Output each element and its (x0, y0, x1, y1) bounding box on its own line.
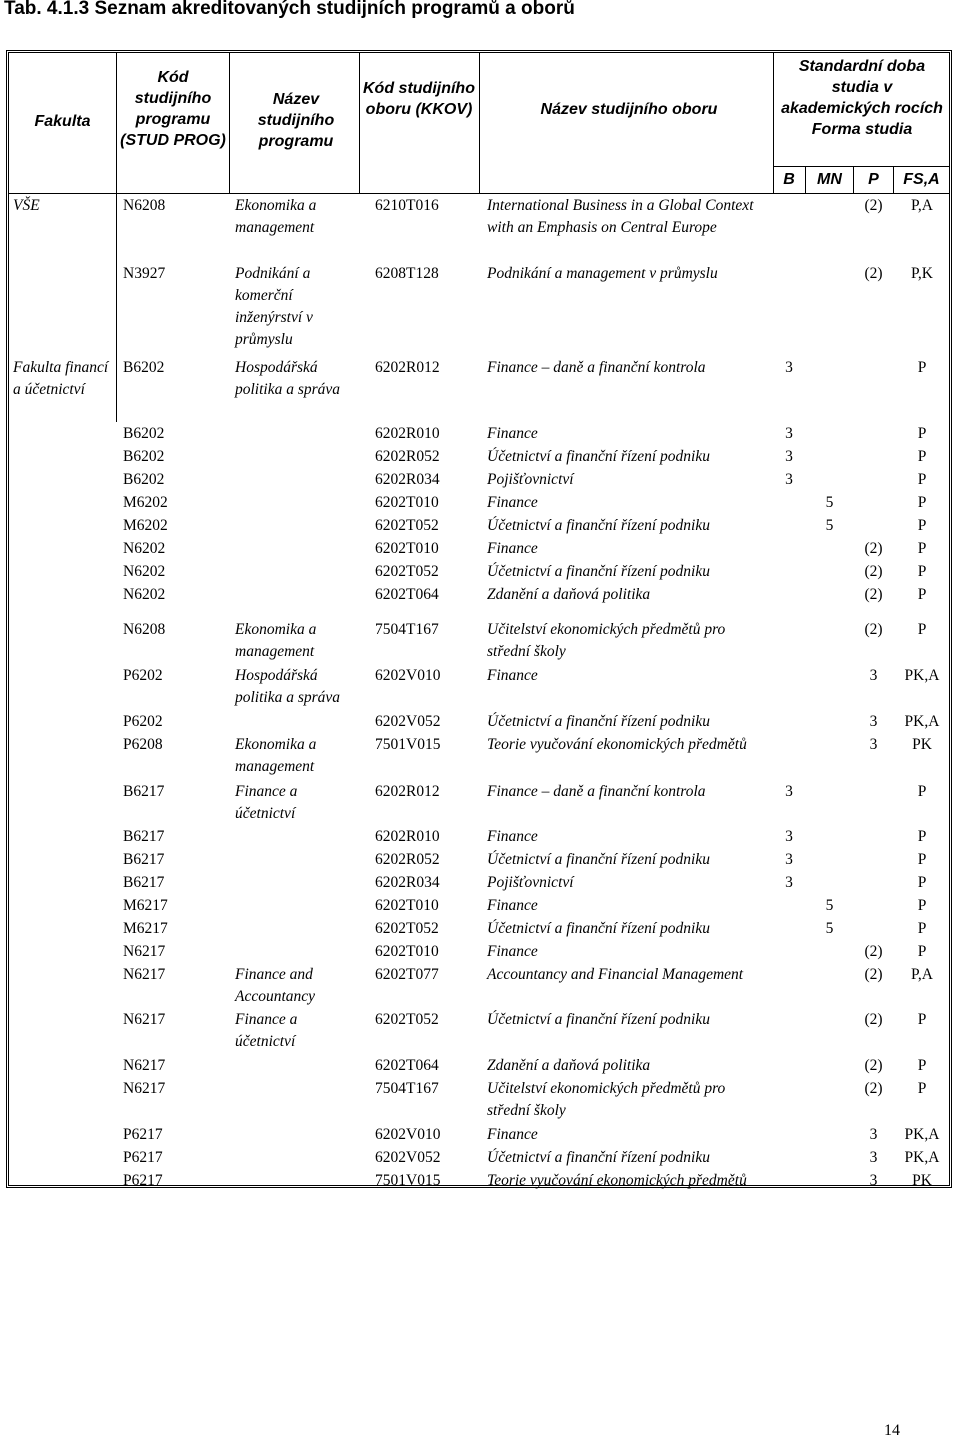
cell-p: 3 (869, 1149, 878, 1166)
col-divider-2 (229, 53, 230, 194)
cell-field-name: Podnikání a management v průmyslu (487, 265, 718, 282)
cell-field-code: 6202R034 (375, 874, 440, 891)
programs-table (6, 50, 952, 1188)
cell-mn: 5 (825, 517, 834, 534)
cell-field-name: Accountancy and Financial Management (487, 966, 744, 983)
cell-prog-code: N6217 (123, 1011, 166, 1028)
cell-field-name: Finance – daně a finanční kontrola (487, 783, 706, 800)
cell-field-code: 6210T016 (375, 197, 439, 214)
cell-prog-code: M6202 (123, 494, 168, 511)
cell-prog-name: Finance and Accountancy (235, 966, 316, 1005)
cell-prog-name: Finance a účetnictví (235, 1011, 298, 1050)
cell-field-name: International Business in a Global Context with an Emphasis on Central Europe (487, 197, 754, 236)
cell-prog-code: B6202 (123, 425, 165, 442)
cell-prog-name: Hospodářská politika a správa (235, 359, 341, 398)
cell-field-name: Finance (487, 425, 538, 442)
cell-p: (2) (864, 540, 883, 557)
cell-p: (2) (864, 265, 883, 282)
cell-field-name: Finance (487, 540, 538, 557)
cell-form: P (917, 540, 927, 557)
cell-p: (2) (864, 1011, 883, 1028)
cell-prog-code: N6202 (123, 586, 166, 603)
cell-p: 3 (869, 1126, 878, 1143)
cell-field-code: 6202V052 (375, 1149, 441, 1166)
cell-field-name: Finance – daně a finanční kontrola (487, 359, 706, 376)
cell-prog-code: M6217 (123, 920, 168, 937)
cell-prog-code: P6217 (123, 1126, 163, 1143)
cell-prog-code: N6217 (123, 966, 166, 983)
cell-form: P (917, 448, 927, 465)
cell-field-code: 6202T010 (375, 943, 439, 960)
cell-field-code: 6202T052 (375, 563, 439, 580)
cell-form: PK,A (904, 667, 940, 684)
cell-field-name: Teorie vyučování ekonomických předmětů (487, 736, 747, 753)
cell-p: (2) (864, 621, 883, 638)
cell-prog-code: B6202 (123, 448, 165, 465)
cell-prog-code: N6208 (123, 621, 166, 638)
cell-field-name: Účetnictví a finanční řízení podniku (487, 920, 710, 937)
cell-field-name: Účetnictví a finanční řízení podniku (487, 517, 710, 534)
cell-field-code: 6208T128 (375, 265, 439, 282)
cell-form: P,A (911, 966, 933, 983)
cell-field-code: 7504T167 (375, 1080, 439, 1097)
cell-field-name: Finance (487, 667, 538, 684)
header-col-p: P (868, 171, 879, 188)
cell-prog-name: Ekonomika a management (235, 736, 317, 775)
cell-field-code: 6202R052 (375, 851, 440, 868)
header-nazev-oboru: Název studijního oboru (540, 101, 718, 118)
cell-field-code: 6202V052 (375, 713, 441, 730)
cell-prog-code: N6217 (123, 1080, 166, 1097)
cell-field-code: 6202R010 (375, 828, 440, 845)
cell-form: PK (912, 1172, 932, 1189)
cell-field-code: 6202T064 (375, 1057, 439, 1074)
cell-field-name: Zdanění a daňová politika (487, 1057, 651, 1074)
col-divider-4 (479, 53, 480, 194)
cell-form: P (917, 851, 927, 868)
cell-field-name: Účetnictví a finanční řízení podniku (487, 563, 710, 580)
cell-mn: 5 (825, 920, 834, 937)
cell-field-code: 6202T064 (375, 586, 439, 603)
cell-field-code: 6202T010 (375, 897, 439, 914)
cell-form: P,K (911, 265, 933, 282)
cell-form: P (917, 425, 927, 442)
cell-prog-code: M6217 (123, 897, 168, 914)
cell-prog-name: Ekonomika a management (235, 621, 317, 660)
cell-field-name: Finance (487, 1126, 538, 1143)
cell-prog-code: N6202 (123, 563, 166, 580)
col-divider-1 (116, 53, 117, 194)
cell-p: (2) (864, 586, 883, 603)
cell-form: P (917, 494, 927, 511)
header-col-mn: MN (817, 171, 842, 188)
cell-b: 3 (785, 471, 793, 488)
cell-prog-name: Hospodářská politika a správa (235, 667, 341, 706)
cell-field-code: 6202V010 (375, 667, 441, 684)
col-divider-3 (359, 53, 360, 194)
cell-field-code: 6202T077 (375, 966, 439, 983)
cell-mn: 5 (825, 494, 834, 511)
cell-form: P (917, 943, 927, 960)
page-number: 14 (884, 1422, 900, 1439)
cell-field-code: 7501V015 (375, 736, 441, 753)
cell-form: P (917, 897, 927, 914)
cell-b: 3 (785, 425, 793, 442)
cell-field-code: 7501V015 (375, 1172, 441, 1189)
cell-form: P (917, 517, 927, 534)
cell-field-code: 6202R010 (375, 425, 440, 442)
cell-field-code: 6202R052 (375, 448, 440, 465)
cell-prog-name: Ekonomika a management (235, 197, 317, 236)
cell-form: PK,A (904, 1149, 940, 1166)
cell-field-name: Finance (487, 828, 538, 845)
cell-form: P (917, 563, 927, 580)
cell-form: PK (912, 736, 932, 753)
cell-field-code: 7504T167 (375, 621, 439, 638)
cell-p: (2) (864, 1080, 883, 1097)
cell-prog-code: M6202 (123, 517, 168, 534)
cell-prog-code: B6217 (123, 828, 165, 845)
cell-b: 3 (785, 851, 793, 868)
cell-field-name: Učitelství ekonomických předmětů pro střední školy (487, 621, 726, 660)
cell-field-code: 6202T010 (375, 540, 439, 557)
cell-p: 3 (869, 667, 878, 684)
header-doba-studia: Standardní doba studia v akademických rocích Forma studia (781, 58, 943, 138)
cell-field-code: 6202T052 (375, 920, 439, 937)
cell-field-name: Finance (487, 897, 538, 914)
cell-p: (2) (864, 197, 883, 214)
faculty-divider (116, 194, 117, 422)
cell-p: 3 (869, 736, 878, 753)
cell-b: 3 (785, 874, 793, 891)
cell-prog-code: B6202 (123, 359, 165, 376)
cell-prog-name: Podnikání a komerční inženýrství v průmyslu (235, 265, 313, 348)
cell-field-name: Pojišťovnictví (487, 874, 574, 891)
cell-b: 3 (785, 828, 793, 845)
cell-p: (2) (864, 943, 883, 960)
header-fakulta: Fakulta (34, 113, 91, 130)
header-col-fs: FS,A (903, 171, 940, 188)
header-kod-programu: Kód studijního programu (STUD PROG) (120, 69, 226, 149)
cell-field-name: Finance (487, 494, 538, 511)
cell-prog-code: N6208 (123, 197, 166, 214)
cell-prog-code: B6217 (123, 851, 165, 868)
cell-form: PK,A (904, 1126, 940, 1143)
cell-field-code: 6202R034 (375, 471, 440, 488)
cell-prog-code: N6217 (123, 943, 166, 960)
cell-form: P (917, 586, 927, 603)
cell-p: 3 (869, 1172, 878, 1189)
header-nazev-programu: Název studijního programu (257, 91, 335, 150)
cell-b: 3 (785, 783, 793, 800)
cell-field-name: Teorie vyučování ekonomických předmětů (487, 1172, 747, 1189)
cell-prog-code: N6202 (123, 540, 166, 557)
cell-field-name: Finance (487, 943, 538, 960)
cell-form: P (917, 471, 927, 488)
cell-field-code: 6202R012 (375, 359, 440, 376)
cell-prog-code: N3927 (123, 265, 166, 282)
cell-b: 3 (785, 359, 793, 376)
cell-field-code: 6202R012 (375, 783, 440, 800)
cell-prog-code: N6217 (123, 1057, 166, 1074)
cell-p: (2) (864, 563, 883, 580)
cell-form: P (917, 621, 927, 638)
cell-field-name: Účetnictví a finanční řízení podniku (487, 851, 710, 868)
cell-field-code: 6202T052 (375, 1011, 439, 1028)
cell-prog-code: B6202 (123, 471, 165, 488)
cell-prog-code: P6202 (123, 713, 163, 730)
cell-form: P (917, 920, 927, 937)
cell-p: (2) (864, 1057, 883, 1074)
cell-form: P (917, 1080, 927, 1097)
cell-field-name: Účetnictví a finanční řízení podniku (487, 1011, 710, 1028)
page-title: Tab. 4.1.3 Seznam akreditovaných studijních programů a oborů (4, 0, 575, 19)
cell-faculty: Fakulta financí a účetnictví (13, 359, 109, 398)
cell-field-name: Zdanění a daňová politika (487, 586, 651, 603)
cell-prog-code: P6217 (123, 1149, 163, 1166)
cell-form: P (917, 783, 927, 800)
header-col-b: B (783, 171, 795, 188)
cell-form: P (917, 1011, 927, 1028)
cell-prog-code: P6208 (123, 736, 163, 753)
cell-form: PK,A (904, 713, 940, 730)
cell-form: P (917, 1057, 927, 1074)
cell-field-name: Účetnictví a finanční řízení podniku (487, 1149, 710, 1166)
cell-field-name: Pojišťovnictví (487, 471, 574, 488)
cell-p: (2) (864, 966, 883, 983)
cell-form: P (917, 359, 927, 376)
form-header-divider (773, 166, 949, 167)
cell-p: 3 (869, 713, 878, 730)
cell-b: 3 (785, 448, 793, 465)
cell-mn: 5 (825, 897, 834, 914)
cell-faculty: VŠE (13, 197, 40, 214)
cell-prog-code: P6217 (123, 1172, 163, 1189)
cell-field-code: 6202V010 (375, 1126, 441, 1143)
header-kod-oboru: Kód studijního oboru (KKOV) (363, 80, 475, 118)
cell-field-code: 6202T052 (375, 517, 439, 534)
cell-prog-code: P6202 (123, 667, 163, 684)
cell-prog-name: Finance a účetnictví (235, 783, 298, 822)
cell-field-name: Účetnictví a finanční řízení podniku (487, 713, 710, 730)
cell-form: P (917, 828, 927, 845)
cell-field-code: 6202T010 (375, 494, 439, 511)
cell-form: P (917, 874, 927, 891)
cell-form: P,A (911, 197, 933, 214)
cell-field-name: Účetnictví a finanční řízení podniku (487, 448, 710, 465)
cell-prog-code: B6217 (123, 874, 165, 891)
cell-prog-code: B6217 (123, 783, 165, 800)
cell-field-name: Učitelství ekonomických předmětů pro střední školy (487, 1080, 726, 1119)
